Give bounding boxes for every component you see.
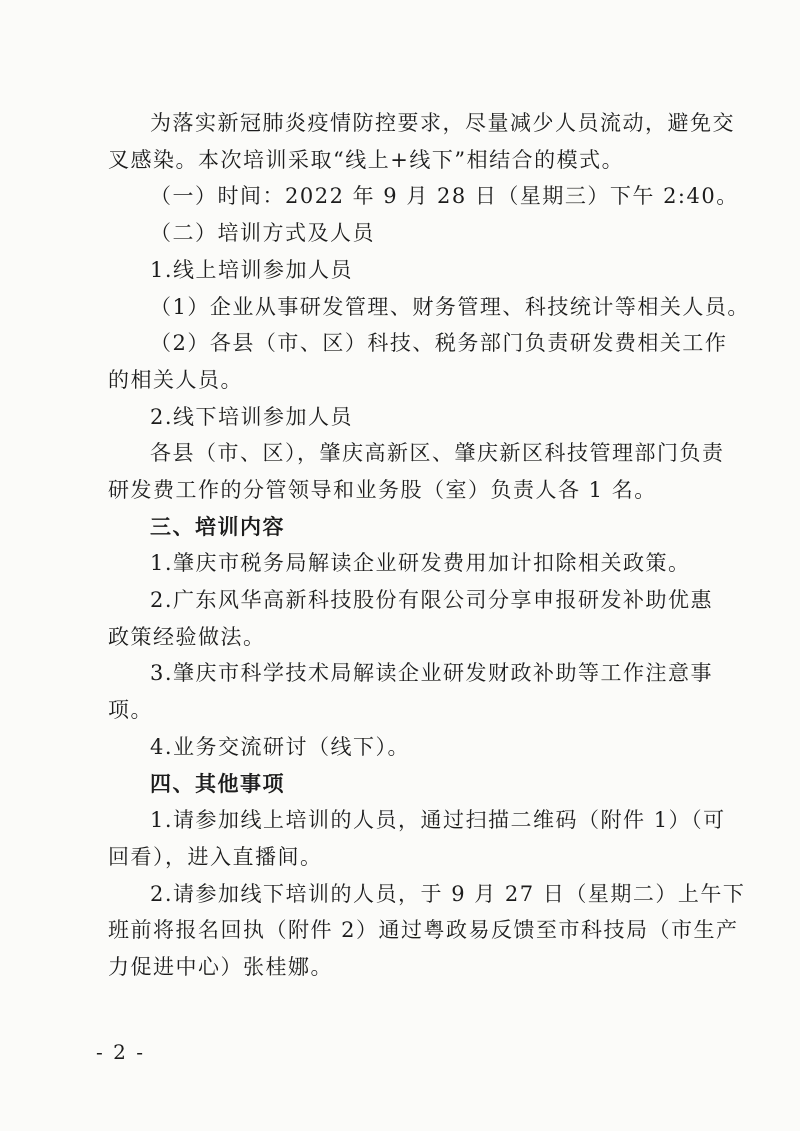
section-heading: 四、其他事项 bbox=[150, 771, 285, 796]
paragraph-line: 4.业务交流研讨（线下）。 bbox=[150, 735, 411, 759]
paragraph-line: 1.请参加线上培训的人员，通过扫描二维码（附件 1）（可 bbox=[150, 808, 726, 832]
paragraph-line: 班前将报名回执（附件 2）通过粤政易反馈至市科技局（市生产 bbox=[108, 918, 739, 942]
paragraph-line: 各县（市、区），肇庆高新区、肇庆新区科技管理部门负责 bbox=[150, 441, 725, 465]
section-heading: （二）培训方式及人员 bbox=[150, 221, 375, 245]
paragraph-line: 研发费工作的分管领导和业务股（室）负责人各 1 名。 bbox=[108, 478, 657, 502]
paragraph-line: （一）时间：2022 年 9 月 28 日（星期三）下午 2:40。 bbox=[150, 184, 739, 208]
paragraph-line: 为落实新冠肺炎疫情防控要求，尽量减少人员流动，避免交 bbox=[150, 111, 735, 135]
paragraph-line: 回看），进入直播间。 bbox=[108, 845, 323, 869]
paragraph-line: （2）各县（市、区）科技、税务部门负责研发费相关工作 bbox=[150, 331, 728, 355]
subsection-heading: 2.线下培训参加人员 bbox=[150, 405, 354, 429]
paragraph-line: 1.肇庆市税务局解读企业研发费用加计扣除相关政策。 bbox=[150, 551, 691, 575]
subsection-heading: 1.线上培训参加人员 bbox=[150, 258, 354, 282]
paragraph-line: 力促进中心）张桂娜。 bbox=[108, 955, 333, 979]
paragraph-line: 叉感染。本次培训采取“线上+线下”相结合的模式。 bbox=[108, 148, 625, 172]
paragraph-line: 2.请参加线下培训的人员，于 9 月 27 日（星期二）上午下 bbox=[150, 882, 746, 906]
paragraph-line: 政策经验做法。 bbox=[108, 625, 266, 649]
paragraph-line: 2.广东风华高新科技股份有限公司分享申报研发补助优惠 bbox=[150, 588, 714, 612]
page-number: - 2 - bbox=[96, 1040, 145, 1064]
paragraph-line: 项。 bbox=[108, 698, 153, 722]
paragraph-line: 的相关人员。 bbox=[108, 368, 243, 392]
paragraph-line: （1）企业从事研发管理、财务管理、科技统计等相关人员。 bbox=[150, 295, 750, 319]
section-heading: 三、培训内容 bbox=[150, 514, 285, 539]
paragraph-line: 3.肇庆市科学技术局解读企业研发财政补助等工作注意事 bbox=[150, 661, 714, 685]
